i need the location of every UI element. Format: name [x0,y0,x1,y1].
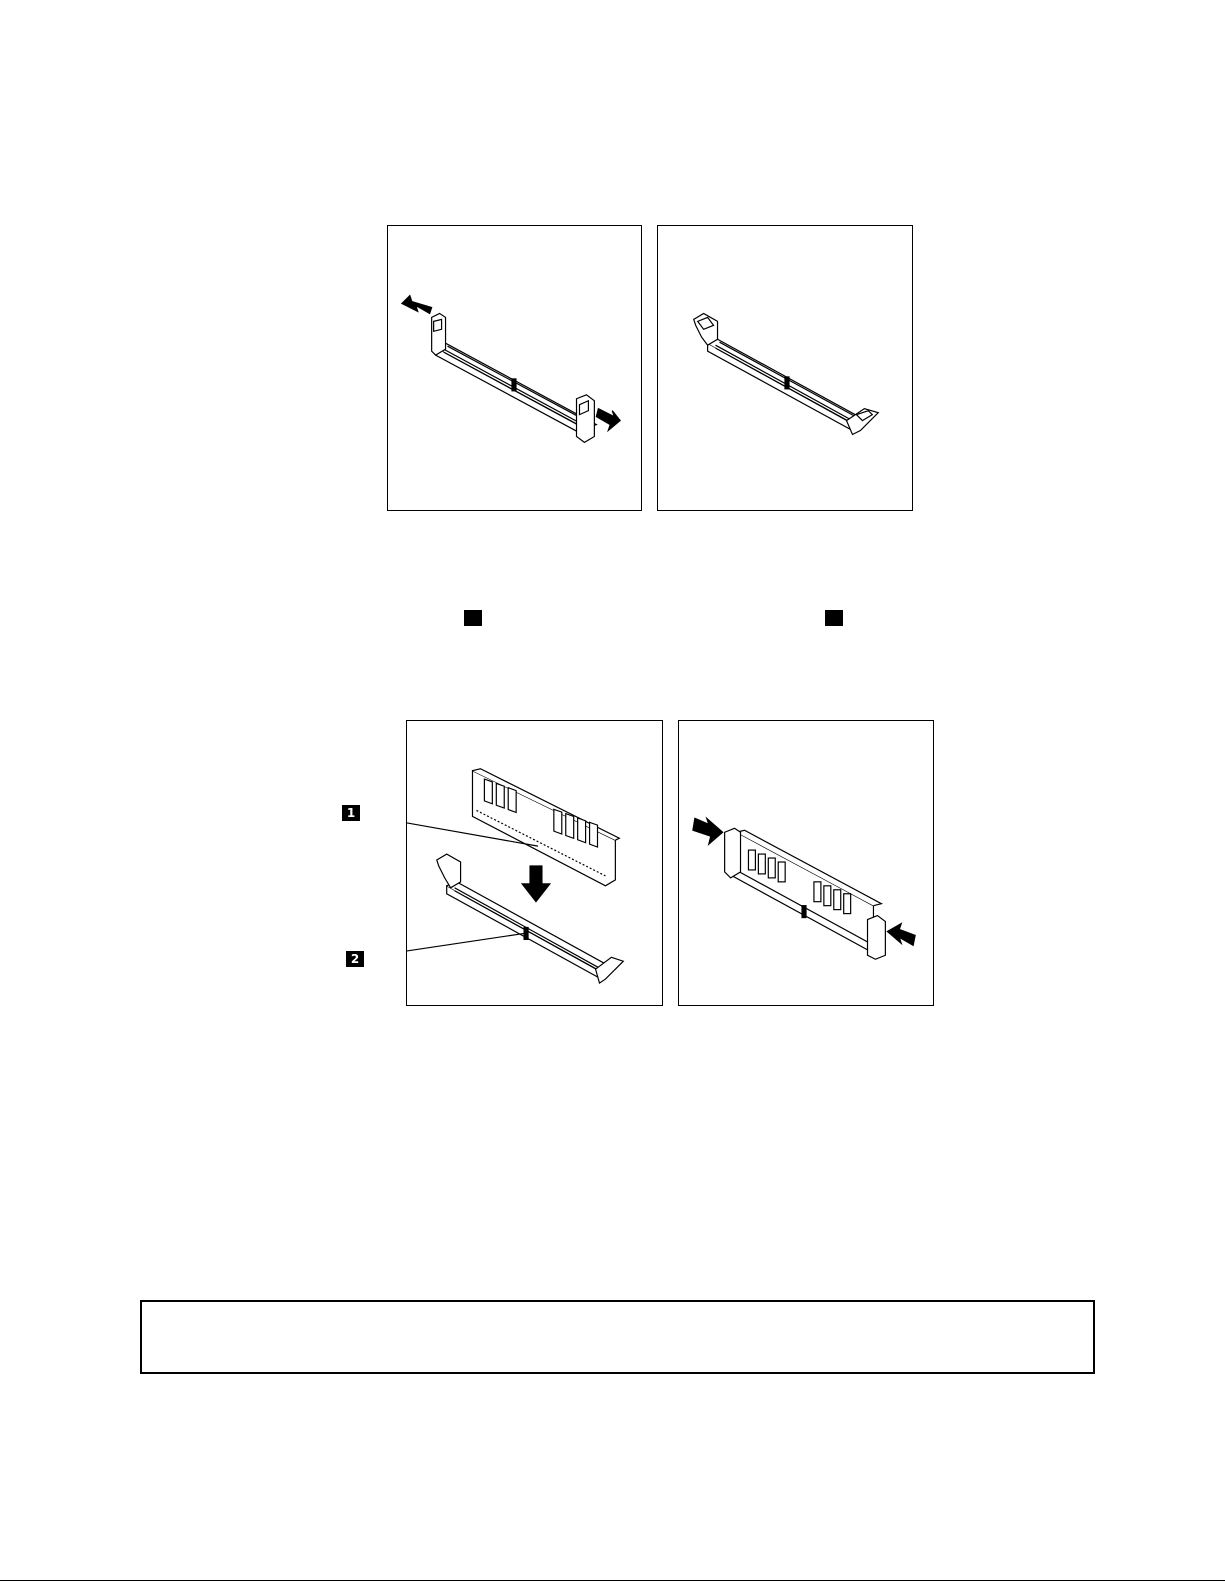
figure-2-callout-1 [342,805,360,821]
figure-1-right-panel [657,225,913,511]
figure-2-right-panel [678,720,934,1006]
figure-1-left-panel [387,225,642,511]
memory-module-latch-close-icon [679,721,933,1005]
note-box [140,1300,1095,1374]
figure-2-callout-2-label: 2 [350,952,360,966]
figure-2-left-panel [406,720,663,1006]
figure-2-callout-2 [346,951,364,967]
figure-2-callout-1-label: 1 [346,806,356,820]
memory-slot-open-latches-icon [388,226,641,510]
page-bottom-rule [0,1580,1225,1581]
memory-module-insert-icon [407,721,662,1005]
inline-callout-marker-2 [825,610,843,626]
inline-callout-marker-1 [464,610,482,626]
memory-slot-latches-open-icon [658,226,912,510]
